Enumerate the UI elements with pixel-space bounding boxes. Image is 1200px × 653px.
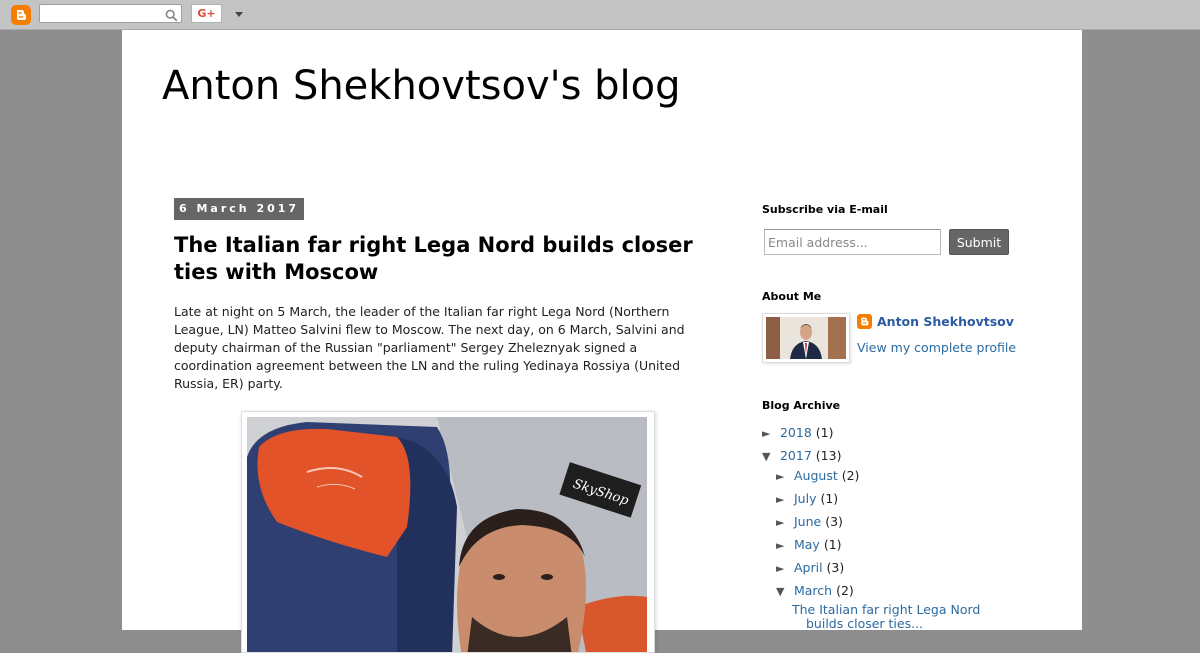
blogger-profile-icon: [857, 314, 872, 329]
archive-count: (3): [826, 560, 845, 575]
archive-post-link[interactable]: [792, 603, 992, 631]
archive-post-line: builds closer ties...: [806, 616, 924, 631]
blog-page: [122, 30, 1082, 630]
post-title[interactable]: The Italian far right Lega Nord builds closer ties with Moscow: [174, 233, 693, 284]
skyshop-sign-text: SkyShop: [571, 476, 631, 509]
archive-post-line: The Italian far right Lega Nord: [792, 602, 981, 617]
about-widget-title: About Me: [762, 290, 822, 303]
archive-month-row: [776, 583, 854, 600]
subscribe-submit-button[interactable]: Submit: [949, 229, 1009, 255]
archive-year-row: [762, 425, 834, 442]
archive-toggle-icon[interactable]: ►: [776, 470, 785, 483]
view-complete-profile-link[interactable]: View my complete profile: [857, 340, 1017, 355]
archive-month-row: [776, 491, 838, 508]
archive-month-link[interactable]: June: [793, 514, 822, 529]
archive-month-row: [776, 514, 843, 531]
archive-toggle-icon[interactable]: ►: [776, 562, 785, 575]
post-date-header: 6 March 2017: [174, 198, 304, 220]
archive-count: (1): [820, 491, 839, 506]
archive-count: (13): [815, 448, 842, 463]
archive-widget-title: Blog Archive: [762, 399, 841, 412]
archive-toggle-icon[interactable]: ►: [776, 539, 785, 552]
navbar-search-box: [39, 4, 182, 23]
archive-count: (3): [825, 514, 843, 529]
archive-count: (1): [815, 425, 834, 440]
archive-count: (2): [841, 468, 860, 483]
archive-toggle-icon[interactable]: ▼: [762, 450, 771, 463]
blogger-navbar: [0, 0, 1200, 30]
email-subscribe-input[interactable]: [764, 229, 941, 255]
archive-toggle-icon[interactable]: ▼: [776, 585, 785, 598]
more-dropdown-icon[interactable]: [235, 12, 243, 17]
post-image-frame: [241, 411, 655, 653]
post-photo[interactable]: [247, 417, 647, 653]
archive-month-row: [776, 468, 859, 485]
archive-count: (1): [823, 537, 842, 552]
navbar-search-input[interactable]: [40, 8, 166, 25]
subscribe-widget-title: Subscribe via E-mail: [762, 203, 888, 216]
profile-name-link[interactable]: Anton Shekhovtsov: [877, 314, 1014, 329]
archive-toggle-icon[interactable]: ►: [776, 516, 785, 529]
archive-count: (2): [836, 583, 854, 598]
search-icon[interactable]: [165, 7, 178, 26]
archive-month-row: [776, 560, 844, 577]
archive-year-row: [762, 448, 841, 465]
blogger-logo-icon[interactable]: [11, 5, 31, 25]
profile-photo-frame: [762, 313, 850, 363]
blog-title[interactable]: Anton Shekhovtsov's blog: [162, 63, 681, 109]
archive-toggle-icon[interactable]: ►: [776, 493, 785, 506]
archive-year-link[interactable]: 2018: [779, 425, 812, 440]
archive-year-link[interactable]: 2017: [779, 448, 812, 463]
google-plus-button[interactable]: G+: [191, 4, 222, 23]
archive-toggle-icon[interactable]: ►: [762, 427, 771, 440]
archive-month-link[interactable]: April: [793, 560, 823, 575]
archive-month-link[interactable]: May: [793, 537, 820, 552]
archive-month-link[interactable]: July: [793, 491, 817, 506]
archive-month-link[interactable]: March: [793, 583, 833, 598]
archive-month-row: [776, 537, 842, 554]
archive-month-link[interactable]: August: [793, 468, 838, 483]
profile-photo[interactable]: [766, 317, 846, 359]
post-body-text: Late at night on 5 March, the leader of the Italian far right Lega Nord (Northern League, LN) Matteo Salvini flew to Moscow. The next day, on 6 March, Salvini and deputy chairman of the Russian "parliament" Sergey Zheleznyak signed a coordination agreement between the LN and the ruling Yedinaya Rossiya (United Russia, ER) party.: [174, 304, 685, 391]
